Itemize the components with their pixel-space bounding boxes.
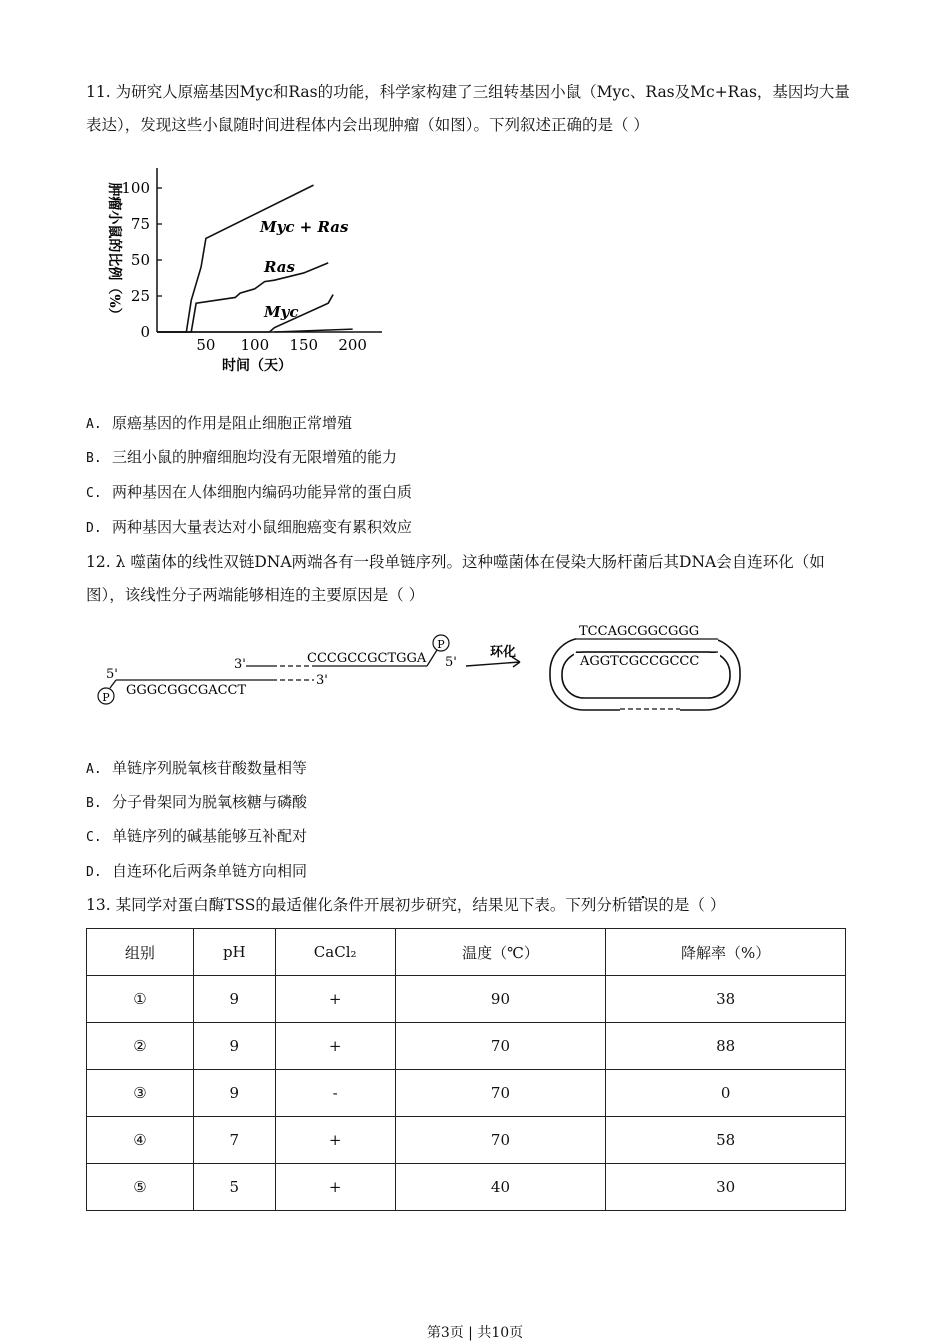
option-letter: B. xyxy=(86,451,102,466)
q12-option-a[interactable] xyxy=(86,757,307,781)
y-tick-label: 0 xyxy=(140,323,150,341)
ring-top-sequence: TCCAGCGGCGGG xyxy=(579,624,700,639)
option-letter: A. xyxy=(86,762,102,777)
question-12-stem: 12. λ 噬菌体的线性双链DNA两端各有一段单链序列。这种噬菌体在侵染大肠杆菌后其DNA会自连环化（如图），该线性分子两端能够相连的主要原因是（ ） xyxy=(86,553,825,604)
q12-option-b[interactable] xyxy=(86,791,307,815)
table-cell: 38 xyxy=(606,976,846,1023)
x-tick-label: 50 xyxy=(196,336,216,354)
x-axis-label: 时间（天） xyxy=(222,358,292,374)
arrow-line xyxy=(466,662,520,666)
header-cell: 组别 xyxy=(87,929,194,976)
table-row xyxy=(87,1117,846,1164)
table-row xyxy=(87,1023,846,1070)
header-cell: pH xyxy=(193,929,275,976)
option-text: 原癌基因的作用是阻止细胞正常增殖 xyxy=(112,414,353,432)
table-cell: - xyxy=(275,1070,395,1117)
option-text: 分子骨架同为脱氧核糖与磷酸 xyxy=(112,793,308,811)
table-cell: ② xyxy=(87,1023,194,1070)
phosphate-label-top: P xyxy=(437,638,445,651)
x-tick-label: 150 xyxy=(289,336,319,354)
table-cell: + xyxy=(275,1164,395,1211)
bottom-strand-sequence: GGGCGGCGACCT xyxy=(126,683,247,698)
table-row xyxy=(87,1070,846,1117)
label-myc: Myc xyxy=(264,303,299,321)
bottom-3prime-label: 3' xyxy=(316,673,328,688)
ring-bottom-sequence: AGGTCGCCGCCC xyxy=(580,654,700,669)
series-line-3 xyxy=(157,295,333,332)
table-cell: 88 xyxy=(606,1023,846,1070)
question-13-stem xyxy=(86,889,861,922)
option-letter: D. xyxy=(86,521,102,536)
label-ras: Ras xyxy=(264,258,295,276)
table-cell: + xyxy=(275,1023,395,1070)
series-lines xyxy=(157,185,353,332)
header-cell: 降解率（%） xyxy=(606,929,846,976)
y-tick-label: 50 xyxy=(130,251,150,269)
option-letter: C. xyxy=(86,830,102,845)
page-footer: 第3页 | 共10页 xyxy=(426,1325,524,1341)
top-strand-tail xyxy=(427,650,437,666)
table-cell: 5 xyxy=(193,1164,275,1211)
q12-option-d[interactable] xyxy=(86,860,307,884)
option-letter: C. xyxy=(86,486,102,501)
table-cell: ③ xyxy=(87,1070,194,1117)
header-cell: 温度（℃） xyxy=(395,929,606,976)
y-tick-label: 25 xyxy=(130,287,150,305)
x-ticks xyxy=(196,336,367,354)
q12-option-c[interactable] xyxy=(86,825,307,849)
stem-after: 的是（ ） xyxy=(658,896,726,914)
stem-before: 13. 某同学对蛋白酶TSS的最适催化条件开展初步研究，结果见下表。下列分析 xyxy=(86,896,628,914)
option-text: 两种基因在人体细胞内编码功能异常的蛋白质 xyxy=(112,483,413,501)
table-row xyxy=(87,1164,846,1211)
table-cell: 7 xyxy=(193,1117,275,1164)
y-tick-label: 100 xyxy=(121,179,150,197)
question-11-stem: 11. 为研究人原癌基因Myc和Ras的功能，科学家构建了三组转基因小鼠（Myc、Ras及Mc+Ras，基因均大量表达），发现这些小鼠随时间进程体内会出现肿瘤（如图）。下列叙述正确的是（ ） xyxy=(86,83,850,134)
option-text: 两种基因大量表达对小鼠细胞癌变有累积效应 xyxy=(112,518,413,536)
table-cell: 90 xyxy=(395,976,606,1023)
table-cell: 30 xyxy=(606,1164,846,1211)
table-cell: + xyxy=(275,976,395,1023)
table-cell: 9 xyxy=(193,1070,275,1117)
y-ticks xyxy=(121,179,162,341)
table-cell: ⑤ xyxy=(87,1164,194,1211)
table-cell: 40 xyxy=(395,1164,606,1211)
ring-outer xyxy=(550,638,740,710)
table-cell: ① xyxy=(87,976,194,1023)
y-tick-label: 75 xyxy=(130,215,150,233)
option-text: 三组小鼠的肿瘤细胞均没有无限增殖的能力 xyxy=(112,448,398,466)
option-text: 单链序列脱氧核苷酸数量相等 xyxy=(112,759,308,777)
table-cell: ④ xyxy=(87,1117,194,1164)
bottom-5prime-label: 5' xyxy=(106,667,118,682)
table-cell: 70 xyxy=(395,1023,606,1070)
option-letter: A. xyxy=(86,417,102,432)
stem-emphasis: 错误 xyxy=(627,896,659,914)
table-row xyxy=(87,976,846,1023)
option-text: 自连环化后两条单链方向相同 xyxy=(112,862,308,880)
x-tick-label: 100 xyxy=(240,336,270,354)
top-strand-sequence: CCCGCCGCTGGA xyxy=(307,651,427,666)
y-axis-label: 肿瘤小鼠的比例（%） xyxy=(106,182,122,322)
option-text: 单链序列的碱基能够互补配对 xyxy=(112,827,308,845)
top-5prime-label: 5' xyxy=(445,655,457,670)
arrow-label: 环化 xyxy=(490,645,517,660)
results-table xyxy=(86,928,846,1211)
table-cell: 0 xyxy=(606,1070,846,1117)
option-letter: B. xyxy=(86,796,102,811)
q11-option-d[interactable] xyxy=(86,516,412,540)
q11-option-a[interactable] xyxy=(86,412,352,436)
option-letter: D. xyxy=(86,865,102,880)
label-myc-ras: Myc + Ras xyxy=(260,218,349,236)
table-cell: 9 xyxy=(193,1023,275,1070)
dna-circularization-figure xyxy=(92,620,752,720)
table-header-row xyxy=(87,929,846,976)
q11-option-b[interactable] xyxy=(86,446,397,470)
x-tick-label: 200 xyxy=(338,336,367,354)
table-cell: + xyxy=(275,1117,395,1164)
q11-option-c[interactable] xyxy=(86,481,412,505)
phosphate-label-bottom: P xyxy=(102,691,110,704)
header-cell: CaCl₂ xyxy=(275,929,395,976)
series-line-2 xyxy=(157,263,328,332)
tumor-line-chart xyxy=(92,160,392,390)
table-cell: 70 xyxy=(395,1070,606,1117)
table-cell: 58 xyxy=(606,1117,846,1164)
table-cell: 9 xyxy=(193,976,275,1023)
top-3prime-label: 3' xyxy=(234,657,246,672)
table-cell: 70 xyxy=(395,1117,606,1164)
